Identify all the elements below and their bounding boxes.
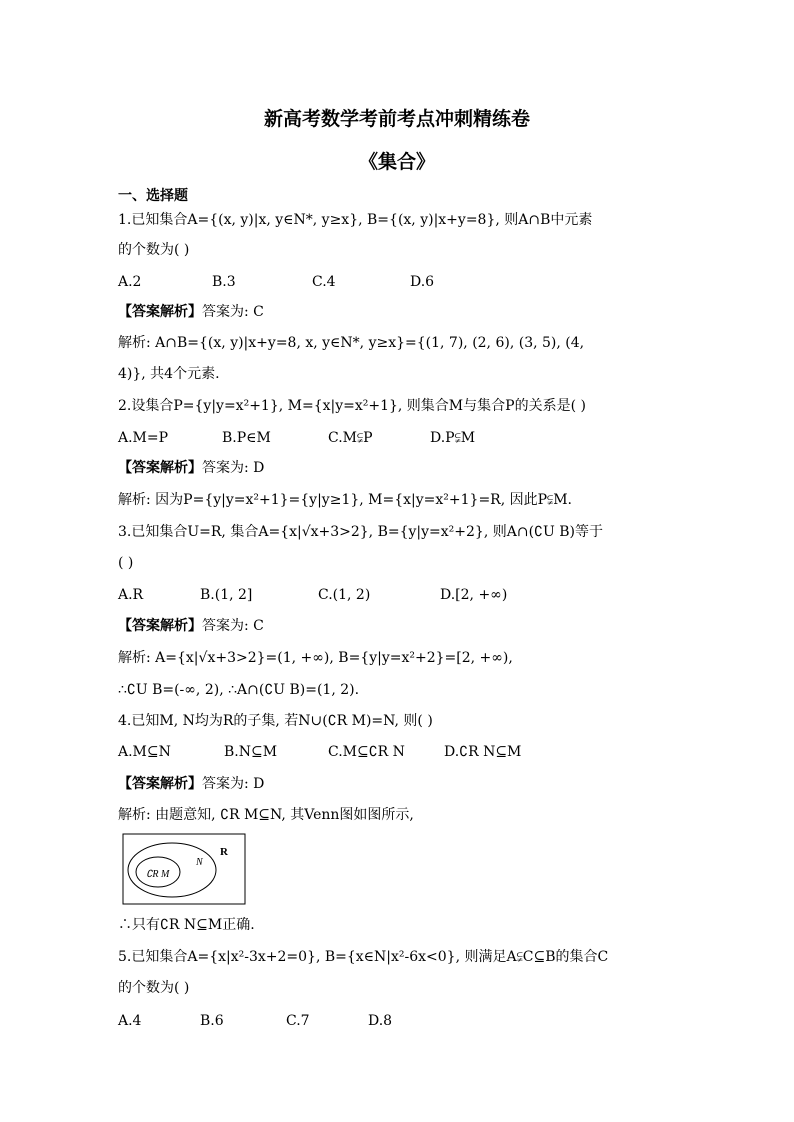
- q2-option-b: B.P∈M: [222, 430, 271, 446]
- q4-option-c: C.M⊆∁R N: [328, 744, 405, 760]
- q1-answer: [118, 302, 264, 322]
- q2-option-d: D.P⫋M: [430, 430, 476, 446]
- venn-label-n: N: [196, 857, 203, 868]
- q3-analysis-line1: 解析: A={x|√x+3>2}=(1, +∞), B={y|y=x²+2}=[2, +∞),: [118, 650, 513, 666]
- q1-analysis-line2: 4)}, 共4个元素.: [118, 366, 220, 382]
- q1-option-c: C.4: [312, 274, 336, 290]
- section-heading: 一、选择题: [118, 188, 188, 204]
- q4-option-d: D.∁R N⊆M: [444, 744, 522, 760]
- q2-analysis-line1: 解析: 因为P={y|y=x²+1}={y|y≥1}, M={x|y=x²+1}=R, 因此P⫋M.: [118, 492, 572, 508]
- venn-label-complement-m: ∁R M: [146, 869, 170, 880]
- q4-analysis-line2: ∴只有∁R N⊆M正确.: [118, 917, 255, 933]
- q1-analysis-line1: 解析: A∩B={(x, y)|x+y=8, x, y∈N*, y≥x}={(1, 7), (2, 6), (3, 5), (4,: [118, 335, 585, 351]
- q3-option-c: C.(1, 2): [318, 587, 371, 603]
- q1-option-d: D.6: [410, 274, 435, 290]
- q5-stem-line1: 5.已知集合A={x|x²-3x+2=0}, B={x∈N|x²-6x<0}, 则满足A⫋C⊆B的集合C: [118, 949, 609, 965]
- document-title: 新高考数学考前考点冲刺精练卷: [263, 108, 530, 130]
- q2-answer-text: 答案为: D: [202, 460, 265, 476]
- q2-answer-label: 【答案解析】: [118, 460, 202, 476]
- q3-analysis-line2: ∴∁U B=(-∞, 2), ∴A∩(∁U B)=(1, 2).: [118, 682, 360, 698]
- q5-option-a: A.4: [118, 1013, 142, 1029]
- q4-answer-text: 答案为: D: [202, 776, 265, 792]
- q5-stem-line2: 的个数为( ): [118, 980, 190, 996]
- q1-stem-line2: 的个数为( ): [118, 242, 190, 258]
- q3-answer-text: 答案为: C: [202, 618, 264, 634]
- q2-options: [118, 428, 718, 448]
- q3-option-b: B.(1, 2]: [200, 587, 253, 603]
- q1-options: [118, 272, 718, 292]
- q3-answer: [118, 616, 264, 636]
- q3-answer-label: 【答案解析】: [118, 618, 202, 634]
- q4-answer: [118, 774, 264, 794]
- q4-answer-label: 【答案解析】: [118, 776, 202, 792]
- venn-universal-set: [123, 834, 245, 904]
- q4-option-b: B.N⊆M: [224, 744, 278, 760]
- q1-option-b: B.3: [212, 274, 236, 290]
- q2-option-a: A.M=P: [118, 430, 169, 446]
- q2-option-c: C.M⫋P: [328, 430, 373, 446]
- q5-options: [118, 1011, 718, 1031]
- q5-option-d: D.8: [368, 1013, 393, 1029]
- q1-answer-text: 答案为: C: [202, 304, 264, 320]
- document-subtitle: 《集合》: [358, 151, 435, 173]
- q5-option-c: C.7: [286, 1013, 310, 1029]
- q1-option-a: A.2: [118, 274, 142, 290]
- q2-stem-line1: 2.设集合P={y|y=x²+1}, M={x|y=x²+1}, 则集合M与集合P的关系是( ): [118, 398, 586, 414]
- venn-diagram: [122, 833, 246, 905]
- q4-analysis-line1: 解析: 由题意知, ∁R M⊆N, 其Venn图如图所示,: [118, 807, 414, 823]
- q4-option-a: A.M⊆N: [118, 744, 171, 760]
- q3-option-a: A.R: [118, 587, 144, 603]
- q2-answer: [118, 458, 264, 478]
- q4-options: [118, 742, 718, 762]
- q1-answer-label: 【答案解析】: [118, 304, 202, 320]
- q5-option-b: B.6: [200, 1013, 224, 1029]
- q4-stem-line1: 4.已知M, N均为R的子集, 若N∪(∁R M)=N, 则( ): [118, 713, 433, 729]
- q3-stem-line2: ( ): [118, 555, 134, 571]
- q3-options: [118, 585, 718, 605]
- q1-stem-line1: 1.已知集合A={(x, y)|x, y∈N*, y≥x}, B={(x, y)|x+y=8}, 则A∩B中元素: [118, 212, 593, 228]
- q3-stem-line1: 3.已知集合U=R, 集合A={x|√x+3>2}, B={y|y=x²+2}, 则A∩(∁U B)等于: [118, 524, 603, 540]
- q3-option-d: D.[2, +∞): [440, 587, 508, 603]
- venn-label-r: R: [220, 846, 228, 858]
